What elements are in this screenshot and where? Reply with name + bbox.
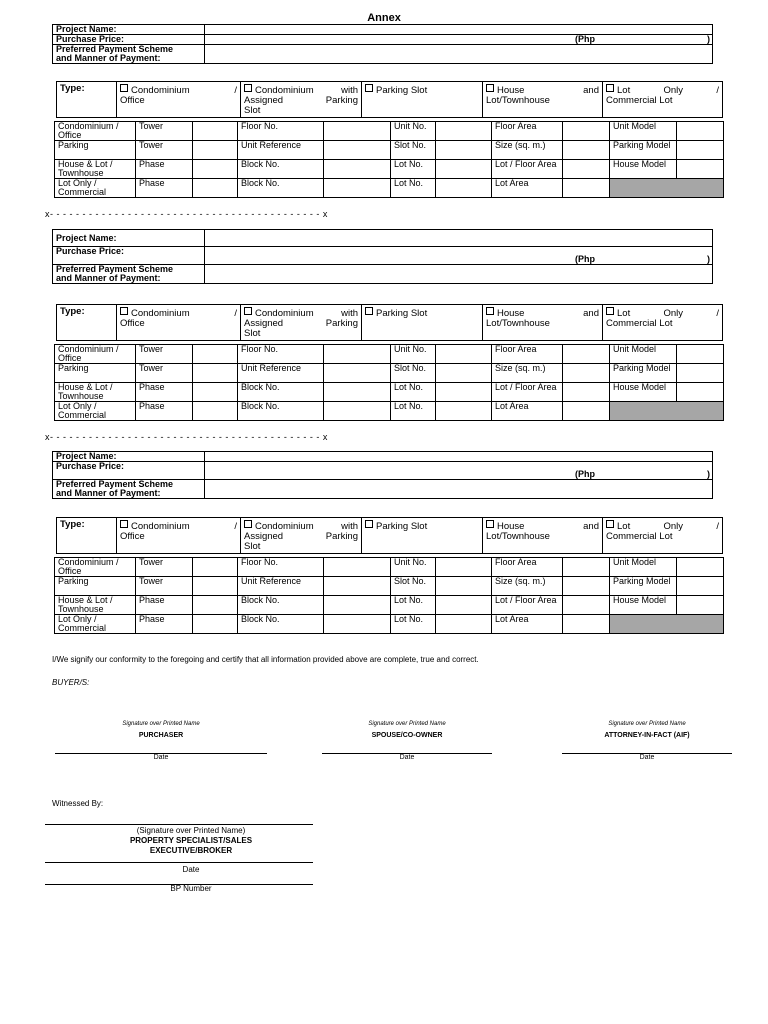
input-cell[interactable] [563,141,610,160]
text-label: Assigned Parking [244,531,358,542]
type-lot-only-option[interactable] [603,305,723,341]
input-cell[interactable] [677,160,724,179]
input-cell[interactable] [193,558,238,577]
row-label: Parking [55,141,136,160]
spouse-date-label: Date [399,754,415,761]
row-label: Parking [55,577,136,596]
purchaser-date-label: Date [153,754,169,761]
shaded-cell [610,179,724,198]
payment-scheme-label [53,265,205,284]
text-label: Lot/Townhouse [486,318,550,329]
text-label: Commercial Lot [606,318,673,329]
input-cell[interactable] [563,596,610,615]
input-cell[interactable] [324,596,391,615]
payment-scheme-label [53,45,205,64]
text-label: Slot [244,541,261,552]
field-label: Unit No. [391,345,436,364]
aif-date-label: Date [639,754,655,761]
text-label: Parking Slot [376,521,428,532]
field-label: Tower [136,558,193,577]
field-label: Tower [136,364,193,383]
project-name-field[interactable] [205,25,713,35]
input-cell[interactable] [563,345,610,364]
field-label: Block No. [238,179,324,198]
text-label: House and [497,521,599,532]
spouse-signature-caption: Signature over Printed Name [368,721,446,727]
text-label: Lot Only / [617,308,719,319]
field-label: Unit No. [391,122,436,141]
text-label: Parking Slot [376,308,428,319]
shaded-cell [610,615,724,634]
project-name-field[interactable] [205,452,713,462]
php-close: ) [707,469,710,479]
field-label: Floor No. [238,345,324,364]
field-label: Size (sq. m.) [492,364,563,383]
text-label: and Manner of Payment: [56,53,161,63]
input-cell[interactable] [324,402,391,421]
field-label: Parking Model [610,577,677,596]
text-label: Lot Only / [617,85,719,96]
text-label: Slot [244,328,261,339]
row-label: Condominium / Office [55,558,136,577]
witnessed-by-label: Witnessed By: [52,799,104,808]
purchase-price-label: Purchase Price: [53,462,205,480]
type-parking-slot-option[interactable] [362,305,483,341]
input-cell[interactable] [324,577,391,596]
field-label: Block No. [238,160,324,179]
unit-type-table-3 [56,517,723,554]
field-label: Unit Reference [238,577,324,596]
text-label: and Manner of Payment: [56,273,161,283]
field-label: Size (sq. m.) [492,577,563,596]
type-label: Type: [57,518,117,554]
type-condo-parking-option[interactable] [241,82,362,118]
field-label: Lot No. [391,615,436,634]
input-cell[interactable] [324,141,391,160]
field-label: Lot / Floor Area [492,160,563,179]
type-condominium-option[interactable] [117,305,241,341]
input-cell[interactable] [436,577,492,596]
row-label: House & Lot / Townhouse [55,596,136,615]
field-label: Tower [136,122,193,141]
checkbox-icon[interactable] [244,84,252,92]
field-label: Phase [136,383,193,402]
text-label: Office [120,318,145,329]
field-label: Phase [136,160,193,179]
text-label: Parking Slot [376,85,428,96]
text-label: Commercial Lot [606,95,673,106]
type-condominium-option[interactable] [117,518,241,554]
checkbox-icon[interactable] [120,520,128,528]
input-cell[interactable] [324,160,391,179]
type-label: Type: [57,305,117,341]
input-cell[interactable] [563,402,610,421]
input-cell[interactable] [193,383,238,402]
field-label: Floor No. [238,558,324,577]
field-label: House Model [610,383,677,402]
input-cell[interactable] [563,577,610,596]
field-label: Phase [136,596,193,615]
field-label: Lot Area [492,179,563,198]
unit-type-table-1 [56,81,723,118]
type-condominium-option[interactable] [117,82,241,118]
type-condo-parking-option[interactable] [241,518,362,554]
purchase-price-label: Purchase Price: [53,35,205,45]
witness-date-label: Date [182,865,200,874]
input-cell[interactable] [436,596,492,615]
cut-line: x- - - - - - - - - - - - - - - - - - - - - - - - - - - - - - - - - - - - - - - - - - x [45,209,328,219]
text-label: Condominium / [131,308,237,319]
checkbox-icon[interactable] [244,520,252,528]
payment-scheme-field[interactable] [205,265,713,284]
project-name-field[interactable] [205,230,713,247]
field-label: Block No. [238,596,324,615]
witness-signature-line[interactable] [45,824,313,825]
checkbox-icon[interactable] [486,307,494,315]
input-cell[interactable] [436,345,492,364]
text-label: House and [497,85,599,96]
input-cell[interactable] [677,596,724,615]
checkbox-icon[interactable] [120,84,128,92]
text-label: House and [497,308,599,319]
text-label: Condominium with [255,308,358,319]
input-cell[interactable] [563,160,610,179]
input-cell[interactable] [436,141,492,160]
field-label: Floor Area [492,345,563,364]
input-cell[interactable] [563,558,610,577]
php-close: ) [707,254,710,264]
project-info-table-2 [52,229,713,284]
input-cell[interactable] [436,179,492,198]
field-label: Lot Area [492,402,563,421]
input-cell[interactable] [193,364,238,383]
field-label: Tower [136,141,193,160]
field-label: House Model [610,596,677,615]
input-cell[interactable] [324,364,391,383]
field-label: Lot No. [391,402,436,421]
project-info-table-3 [52,451,713,499]
checkbox-icon[interactable] [120,307,128,315]
input-cell[interactable] [677,122,724,141]
row-label: House & Lot / Townhouse [55,160,136,179]
purchase-price-field[interactable] [205,35,713,45]
payment-scheme-label [53,480,205,499]
field-label: Floor Area [492,558,563,577]
input-cell[interactable] [436,383,492,402]
project-info-table-1 [52,24,713,64]
checkbox-icon[interactable] [486,520,494,528]
type-house-lot-option[interactable] [483,518,603,554]
input-cell[interactable] [324,383,391,402]
type-house-lot-option[interactable] [483,82,603,118]
input-cell[interactable] [436,364,492,383]
input-cell[interactable] [193,596,238,615]
row-label: Condominium / Office [55,345,136,364]
php-open: (Php [575,34,595,44]
checkbox-icon[interactable] [365,520,373,528]
field-label: Lot Area [492,615,563,634]
checkbox-icon[interactable] [244,307,252,315]
field-label: Lot No. [391,383,436,402]
php-open: (Php [575,254,595,264]
php-close: ) [707,34,710,44]
text-label: Commercial Lot [606,531,673,542]
input-cell[interactable] [324,179,391,198]
input-cell[interactable] [677,141,724,160]
input-cell[interactable] [436,122,492,141]
text-label: Lot Only / [617,521,719,532]
unit-type-table-2 [56,304,723,341]
witness-role-2: EXECUTIVE/BROKER [149,846,233,855]
row-label: Lot Only / Commercial [55,615,136,634]
bp-number-label: BP Number [170,884,212,893]
row-label: Parking [55,364,136,383]
type-lot-only-option[interactable] [603,82,723,118]
input-cell[interactable] [324,558,391,577]
input-cell[interactable] [324,615,391,634]
witness-date-line[interactable] [45,862,313,863]
input-cell[interactable] [563,615,610,634]
input-cell[interactable] [677,577,724,596]
cut-line: x- - - - - - - - - - - - - - - - - - - - - - - - - - - - - - - - - - - - - - - - - - x [45,432,328,442]
checkbox-icon[interactable] [365,307,373,315]
input-cell[interactable] [324,122,391,141]
input-cell[interactable] [193,141,238,160]
text-label: Office [120,95,145,106]
input-cell[interactable] [677,383,724,402]
field-label: Block No. [238,402,324,421]
input-cell[interactable] [193,577,238,596]
checkbox-icon[interactable] [606,84,614,92]
field-label: Block No. [238,383,324,402]
field-label: Size (sq. m.) [492,141,563,160]
type-house-lot-option[interactable] [483,305,603,341]
field-label: Lot No. [391,596,436,615]
field-label: Parking Model [610,364,677,383]
shaded-cell [610,402,724,421]
purchase-price-field[interactable] [205,462,713,480]
row-label: Condominium / Office [55,122,136,141]
input-cell[interactable] [677,364,724,383]
aif-label: ATTORNEY-IN-FACT (AIF) [604,732,690,739]
input-cell[interactable] [436,160,492,179]
input-cell[interactable] [193,122,238,141]
spouse-label: SPOUSE/CO-OWNER [371,732,443,739]
field-label: Tower [136,345,193,364]
unit-details-table-1 [54,121,724,198]
payment-scheme-field[interactable] [205,480,713,499]
input-cell[interactable] [193,160,238,179]
buyers-label: BUYER/S: [52,678,90,687]
text-label: Preferred Payment Scheme [56,264,174,274]
php-open: (Php [575,469,595,479]
field-label: Unit Model [610,345,677,364]
input-cell[interactable] [677,558,724,577]
input-cell[interactable] [324,345,391,364]
conformity-statement: I/We signify our conformity to the foregoing and certify that all information provided above are complete, true and correct. [52,655,479,664]
field-label: Unit Model [610,122,677,141]
witness-role-1: PROPERTY SPECIALIST/SALES [129,836,253,845]
aif-signature-caption: Signature over Printed Name [608,721,686,727]
input-cell[interactable] [563,364,610,383]
text-label: Lot/Townhouse [486,531,550,542]
input-cell[interactable] [563,383,610,402]
text-label: Slot [244,105,261,116]
checkbox-icon[interactable] [606,520,614,528]
field-label: Phase [136,615,193,634]
input-cell[interactable] [436,402,492,421]
type-parking-slot-option[interactable] [362,518,483,554]
input-cell[interactable] [193,402,238,421]
row-label: Lot Only / Commercial [55,402,136,421]
input-cell[interactable] [436,558,492,577]
witness-signature-caption: (Signature over Printed Name) [136,826,246,835]
text-label: Condominium / [131,85,237,96]
checkbox-icon[interactable] [365,84,373,92]
text-label: Lot/Townhouse [486,95,550,106]
field-label: Unit Reference [238,364,324,383]
text-label: and Manner of Payment: [56,488,161,498]
text-label: Condominium / [131,521,237,532]
input-cell[interactable] [193,345,238,364]
page-title: Annex [367,12,401,24]
input-cell[interactable] [677,345,724,364]
type-label: Type: [57,82,117,118]
field-label: House Model [610,160,677,179]
project-name-label: Project Name: [53,230,205,247]
field-label: Lot / Floor Area [492,596,563,615]
type-parking-slot-option[interactable] [362,82,483,118]
field-label: Block No. [238,615,324,634]
project-name-label: Project Name: [53,452,205,462]
field-label: Floor No. [238,122,324,141]
field-label: Slot No. [391,141,436,160]
project-name-label: Project Name: [53,25,205,35]
text-label: Condominium with [255,85,358,96]
text-label: Assigned Parking [244,318,358,329]
field-label: Slot No. [391,577,436,596]
field-label: Phase [136,402,193,421]
text-label: Assigned Parking [244,95,358,106]
unit-details-table-3 [54,557,724,634]
input-cell[interactable] [436,615,492,634]
type-condo-parking-option[interactable] [241,305,362,341]
purchase-price-field[interactable] [205,247,713,265]
unit-details-table-2 [54,344,724,421]
input-cell[interactable] [193,615,238,634]
text-label: Preferred Payment Scheme [56,44,174,54]
type-lot-only-option[interactable] [603,518,723,554]
field-label: Lot No. [391,160,436,179]
purchaser-label: PURCHASER [138,732,184,739]
field-label: Phase [136,179,193,198]
field-label: Unit Model [610,558,677,577]
text-label: Preferred Payment Scheme [56,479,174,489]
field-label: Lot / Floor Area [492,383,563,402]
input-cell[interactable] [563,179,610,198]
text-label: Condominium with [255,521,358,532]
row-label: House & Lot / Townhouse [55,383,136,402]
field-label: Floor Area [492,122,563,141]
purchase-price-label: Purchase Price: [53,247,205,265]
text-label: Office [120,531,145,542]
field-label: Unit No. [391,558,436,577]
checkbox-icon[interactable] [606,307,614,315]
field-label: Unit Reference [238,141,324,160]
field-label: Tower [136,577,193,596]
checkbox-icon[interactable] [486,84,494,92]
field-label: Lot No. [391,179,436,198]
field-label: Parking Model [610,141,677,160]
field-label: Slot No. [391,364,436,383]
purchaser-signature-caption: Signature over Printed Name [122,721,200,727]
row-label: Lot Only / Commercial [55,179,136,198]
input-cell[interactable] [193,179,238,198]
payment-scheme-field[interactable] [205,45,713,64]
input-cell[interactable] [563,122,610,141]
